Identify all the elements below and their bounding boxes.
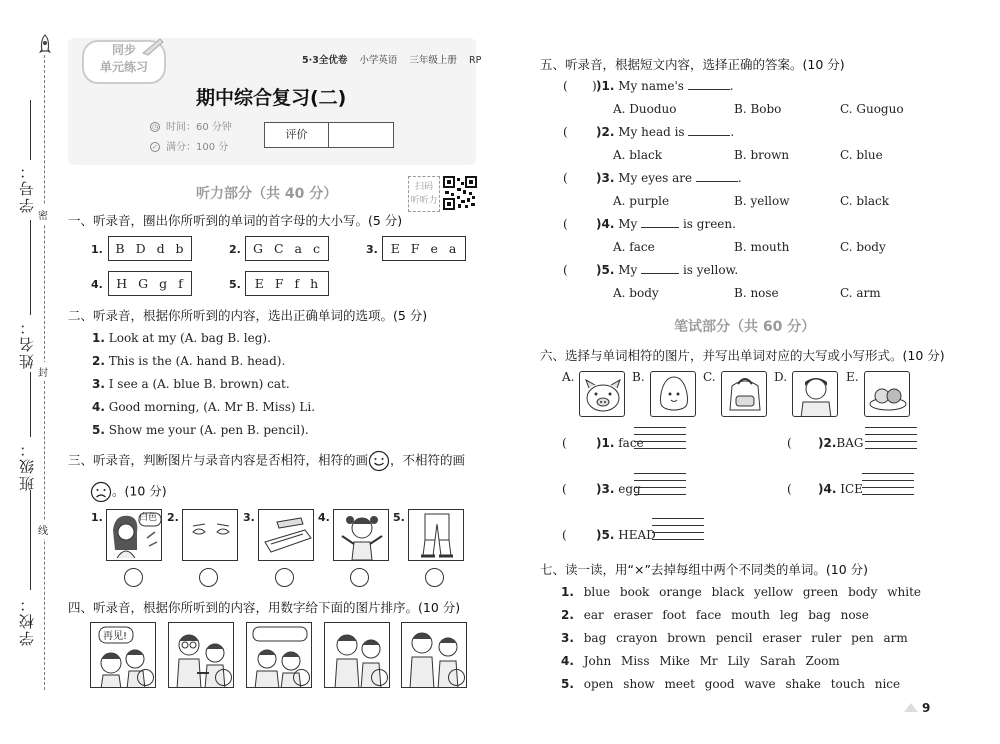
s3-title-start: 三、听录音，判断图片与录音内容是否相符，相符的画 bbox=[68, 452, 369, 468]
series-edition: RP bbox=[468, 55, 482, 66]
s1-letter-box-5[interactable]: E F f h bbox=[245, 271, 329, 296]
section4-title: 四、听录音，根据你所听到的内容，用数字给下面的图片排序。(10 分) bbox=[68, 600, 461, 615]
waving-girl-illustration bbox=[334, 510, 389, 561]
s6-picture-c[interactable] bbox=[721, 371, 767, 417]
schoolbag-illustration bbox=[722, 372, 767, 417]
s2-num-2: 2. bbox=[92, 354, 105, 368]
eval-label: 评价 bbox=[265, 123, 329, 147]
s5-opt-1c[interactable]: C. Guoguo bbox=[840, 102, 904, 116]
s6-num-4: )4. bbox=[818, 482, 837, 496]
s5-num-4: )4. bbox=[596, 217, 615, 231]
s4-order-circle-5[interactable] bbox=[448, 669, 465, 686]
s5-stem-text-5: My bbox=[618, 263, 638, 277]
section7-title: 七、读一读，用“×”去掉每组中两个不同类的单词。(10 分) bbox=[540, 562, 869, 577]
seal-char-mi: 密 bbox=[38, 205, 48, 224]
rocket-icon bbox=[37, 34, 53, 58]
s5-opt-2c[interactable]: C. blue bbox=[840, 148, 883, 162]
check-icon: ✓ bbox=[150, 142, 160, 152]
s6-pic-label-e: E. bbox=[846, 370, 859, 384]
s5-opt-4c[interactable]: C. body bbox=[840, 240, 886, 254]
s5-opt-5b[interactable]: B. nose bbox=[734, 286, 779, 300]
s6-writing-lines-2[interactable] bbox=[865, 421, 917, 449]
s4-order-circle-4[interactable] bbox=[371, 669, 388, 686]
s5-opt-2b[interactable]: B. brown bbox=[734, 148, 790, 162]
s5-stem-text-3: My eyes are bbox=[618, 171, 693, 185]
s6-item-2 bbox=[818, 436, 863, 450]
s5-opt-1b[interactable]: B. Bobo bbox=[734, 102, 782, 116]
time-info bbox=[150, 118, 232, 133]
page-number-decoration-icon bbox=[902, 700, 920, 716]
s6-num-3: )3. bbox=[596, 482, 615, 496]
s6-paren-4[interactable]: ( bbox=[787, 482, 792, 496]
s6-pic-label-d: D. bbox=[774, 370, 788, 384]
section5-title: 五、听录音，根据短文内容，选择正确的答案。(10 分) bbox=[540, 57, 845, 72]
clock-icon: ◷ bbox=[151, 123, 159, 131]
s2-item-3 bbox=[92, 377, 290, 391]
s7-num-3: 3. bbox=[561, 631, 574, 645]
s3-picture-2 bbox=[182, 509, 238, 561]
s5-stem-text-4: My bbox=[618, 217, 638, 231]
s6-word-2: BAG bbox=[836, 436, 864, 450]
s1-letter-box-3[interactable]: E F e a bbox=[382, 236, 466, 261]
s6-writing-lines-5[interactable] bbox=[652, 512, 704, 540]
section6-title: 六、选择与单词相符的图片，并写出单词对应的大写或小写形式。(10 分) bbox=[540, 348, 945, 363]
time-text: 时间：60 分钟 bbox=[166, 122, 232, 133]
s2-text-2: This is the (A. hand B. head). bbox=[108, 354, 286, 368]
s5-opt-5a[interactable]: A. body bbox=[613, 286, 659, 300]
page-number: 9 bbox=[922, 701, 931, 715]
student-id-label: 学号： bbox=[18, 162, 36, 213]
s5-blank-4[interactable] bbox=[641, 227, 679, 228]
s7-row-4 bbox=[561, 654, 840, 668]
school-line[interactable] bbox=[30, 490, 31, 590]
s3-picture-3 bbox=[258, 509, 314, 561]
s6-paren-1[interactable]: ( bbox=[562, 436, 594, 450]
eyes-illustration bbox=[183, 510, 238, 561]
student-id-line[interactable] bbox=[30, 100, 31, 160]
small-rocket-icon bbox=[140, 36, 166, 56]
seal-char-xian: 线 bbox=[38, 520, 48, 539]
s5-stem-after-2: . bbox=[730, 125, 735, 139]
s5-stem-after-3: . bbox=[737, 171, 742, 185]
badge-line2: 单元练习 bbox=[99, 60, 148, 74]
ice-cream-plate-illustration bbox=[865, 372, 910, 417]
name-line[interactable] bbox=[30, 220, 31, 315]
scan-label-1: 扫码 bbox=[414, 182, 433, 192]
s5-stem-after-4: is green. bbox=[682, 217, 736, 231]
s1-num-2: 2. bbox=[229, 243, 241, 256]
s2-item-1 bbox=[92, 331, 271, 345]
evaluation-box bbox=[264, 122, 394, 148]
s5-blank-3[interactable] bbox=[696, 181, 738, 182]
section2-title: 二、听录音，根据你所听到的内容，选出正确单词的选项。(5 分) bbox=[68, 308, 428, 323]
s5-opt-5c[interactable]: C. arm bbox=[840, 286, 881, 300]
s6-paren-2[interactable]: ( bbox=[787, 436, 792, 450]
s3-picture-5 bbox=[408, 509, 464, 561]
s5-paren-3[interactable]: ( bbox=[563, 171, 568, 185]
section3-title-cont bbox=[90, 481, 167, 503]
seal-char-feng: 封 bbox=[38, 362, 48, 381]
s7-words-5[interactable]: open show meet good wave shake touch nice bbox=[583, 677, 901, 691]
s1-num-5: 5. bbox=[229, 278, 241, 291]
s5-opt-1a[interactable]: A. Duoduo bbox=[613, 102, 677, 116]
s2-item-4 bbox=[92, 400, 315, 414]
s3-num-3: 3. bbox=[243, 511, 255, 524]
s7-words-1[interactable]: blue book orange black yellow green body white bbox=[583, 585, 922, 599]
s5-num-5: )5. bbox=[596, 263, 615, 277]
s7-words-3[interactable]: bag crayon brown pencil eraser ruler pen arm bbox=[583, 631, 908, 645]
s6-paren-3[interactable]: ( bbox=[562, 482, 567, 496]
score-text: 满分：100 分 bbox=[166, 142, 229, 153]
answer-circle-1[interactable] bbox=[124, 568, 143, 587]
s2-text-1: Look at my (A. bag B. leg). bbox=[108, 331, 271, 345]
sad-face-icon bbox=[90, 481, 112, 503]
s5-blank-1[interactable] bbox=[688, 89, 730, 90]
s5-opt-3c[interactable]: C. black bbox=[840, 194, 890, 208]
s5-opt-4b[interactable]: B. mouth bbox=[734, 240, 790, 254]
s6-picture-e[interactable] bbox=[864, 371, 910, 417]
s6-item-4 bbox=[818, 482, 863, 496]
s3-num-1: 1. bbox=[91, 511, 103, 524]
s2-text-5: Show me your (A. pen B. pencil). bbox=[108, 423, 309, 437]
s5-stem-text-2: My head is bbox=[618, 125, 685, 139]
answer-circle-2[interactable] bbox=[199, 568, 218, 587]
section1-title: 一、听录音，圈出你所听到的单词的首字母的大小写。(5 分) bbox=[68, 213, 403, 228]
series-grade: 三年级上册 bbox=[409, 55, 457, 66]
s5-stem-5 bbox=[596, 263, 738, 277]
s4-order-circle-3[interactable] bbox=[293, 669, 310, 686]
s3-num-5: 5. bbox=[393, 511, 405, 524]
s5-paren-4[interactable]: ( bbox=[563, 217, 568, 231]
answer-circle-4[interactable] bbox=[350, 568, 369, 587]
s5-paren-5[interactable]: ( bbox=[563, 263, 568, 277]
s2-num-1: 1. bbox=[92, 331, 105, 345]
badge-line1: 同步 bbox=[111, 43, 136, 57]
s5-stem-1 bbox=[596, 79, 734, 93]
s1-num-4: 4. bbox=[91, 278, 103, 291]
s6-pic-label-a: A. bbox=[562, 370, 575, 384]
s5-stem-3 bbox=[596, 171, 742, 185]
s1-letter-box-4[interactable]: H G g f bbox=[108, 271, 192, 296]
s1-num-3: 3. bbox=[366, 243, 378, 256]
s3-num-4: 4. bbox=[318, 511, 330, 524]
s6-num-2: )2. bbox=[818, 436, 837, 450]
s5-stem-after-1: . bbox=[729, 79, 734, 93]
s7-row-2 bbox=[561, 608, 869, 622]
s7-row-5 bbox=[561, 677, 900, 691]
s4-bubble-text: 再见! bbox=[103, 631, 128, 642]
eval-field[interactable] bbox=[329, 123, 393, 147]
s5-stem-text-1: My name's bbox=[618, 79, 684, 93]
s6-num-1: )1. bbox=[596, 436, 615, 450]
s5-num-1: )1. bbox=[596, 79, 615, 93]
s6-paren-5[interactable]: ( bbox=[562, 528, 567, 542]
s1-num-1: 1. bbox=[91, 243, 103, 256]
s7-row-3 bbox=[561, 631, 908, 645]
s5-opt-2a[interactable]: A. black bbox=[613, 148, 662, 162]
s3-title-mid: ，不相符的画 bbox=[390, 452, 466, 468]
s3-picture-4 bbox=[333, 509, 389, 561]
s3-bubble-text: 白色 bbox=[139, 513, 158, 523]
egg-illustration bbox=[651, 372, 696, 417]
scan-label-2: 听听力 bbox=[410, 196, 438, 206]
s6-num-5: )5. bbox=[596, 528, 615, 542]
s2-item-5 bbox=[92, 423, 309, 437]
s1-letter-box-1[interactable]: B D d b bbox=[108, 236, 192, 261]
series-subject: 小学英语 bbox=[359, 55, 398, 66]
s5-opt-4a[interactable]: A. face bbox=[613, 240, 655, 254]
s7-num-1: 1. bbox=[561, 585, 574, 599]
answer-circle-3[interactable] bbox=[275, 568, 294, 587]
s6-word-3: egg bbox=[618, 482, 641, 496]
name-label: 姓名： bbox=[18, 318, 36, 369]
s5-num-3: )3. bbox=[596, 171, 615, 185]
s5-stem-2 bbox=[596, 125, 734, 139]
s5-blank-5[interactable] bbox=[641, 273, 679, 274]
pencil-box-illustration bbox=[259, 510, 314, 561]
qr-code-icon[interactable] bbox=[443, 176, 477, 210]
s3-num-2: 2. bbox=[167, 511, 179, 524]
s7-num-4: 4. bbox=[561, 654, 574, 668]
s6-pic-label-c: C. bbox=[703, 370, 716, 384]
class-line[interactable] bbox=[30, 372, 31, 437]
s5-stem-4 bbox=[596, 217, 736, 231]
s6-writing-lines-1[interactable] bbox=[634, 421, 686, 449]
s6-pic-label-b: B. bbox=[632, 370, 645, 384]
s5-paren-2[interactable]: ( bbox=[563, 125, 568, 139]
s6-picture-a[interactable] bbox=[579, 371, 625, 417]
s1-letter-box-2[interactable]: G C a c bbox=[245, 236, 329, 261]
smile-face-icon bbox=[368, 450, 390, 472]
scan-label bbox=[408, 176, 440, 212]
s5-opt-3a[interactable]: A. purple bbox=[613, 194, 670, 208]
s4-order-circle-1[interactable] bbox=[137, 669, 154, 686]
section3-title bbox=[68, 450, 465, 472]
boy-illustration bbox=[793, 372, 838, 417]
s6-word-4: ICE bbox=[840, 482, 863, 496]
s2-item-2 bbox=[92, 354, 285, 368]
s5-opt-3b[interactable]: B. yellow bbox=[734, 194, 790, 208]
s2-num-4: 4. bbox=[92, 400, 105, 414]
listening-part-title: 听力部分（共 40 分） bbox=[196, 186, 338, 202]
answer-circle-5[interactable] bbox=[425, 568, 444, 587]
s6-picture-b[interactable] bbox=[650, 371, 696, 417]
s2-num-5: 5. bbox=[92, 423, 105, 437]
s2-text-4: Good morning, (A. Mr B. Miss) Li. bbox=[108, 400, 316, 414]
class-label: 班级： bbox=[18, 440, 36, 491]
s7-num-5: 5. bbox=[561, 677, 574, 691]
page-title: 期中综合复习(二) bbox=[196, 87, 347, 109]
s2-num-3: 3. bbox=[92, 377, 105, 391]
s3-title-end: 。(10 分) bbox=[112, 483, 167, 499]
legs-illustration bbox=[409, 510, 464, 561]
school-label: 学校： bbox=[18, 595, 36, 646]
s6-writing-lines-4[interactable] bbox=[862, 467, 914, 495]
s5-stem-after-5: is yellow. bbox=[682, 263, 739, 277]
pig-face-illustration bbox=[580, 372, 625, 417]
s6-word-5: HEAD bbox=[618, 528, 656, 542]
s5-num-2: )2. bbox=[596, 125, 615, 139]
s2-text-3: I see a (A. blue B. brown) cat. bbox=[108, 377, 290, 391]
series-book: 5·3全优卷 bbox=[302, 55, 348, 66]
s6-item-5 bbox=[596, 528, 656, 542]
s7-row-1 bbox=[561, 585, 921, 599]
s6-word-1: face bbox=[618, 436, 644, 450]
writing-part-title: 笔试部分（共 60 分） bbox=[674, 319, 816, 335]
s5-close-paren-1: ) bbox=[592, 79, 597, 93]
score-info bbox=[150, 138, 228, 153]
series-line bbox=[302, 52, 490, 66]
s7-words-4[interactable]: John Miss Mike Mr Lily Sarah Zoom bbox=[583, 654, 840, 668]
s6-writing-lines-3[interactable] bbox=[634, 467, 686, 495]
s5-blank-2[interactable] bbox=[688, 135, 730, 136]
s7-num-2: 2. bbox=[561, 608, 574, 622]
s4-order-circle-2[interactable] bbox=[215, 669, 232, 686]
s5-paren-1[interactable]: ( bbox=[563, 79, 591, 93]
s6-picture-d[interactable] bbox=[792, 371, 838, 417]
s7-words-2[interactable]: ear eraser foot face mouth leg bag nose bbox=[583, 608, 869, 622]
